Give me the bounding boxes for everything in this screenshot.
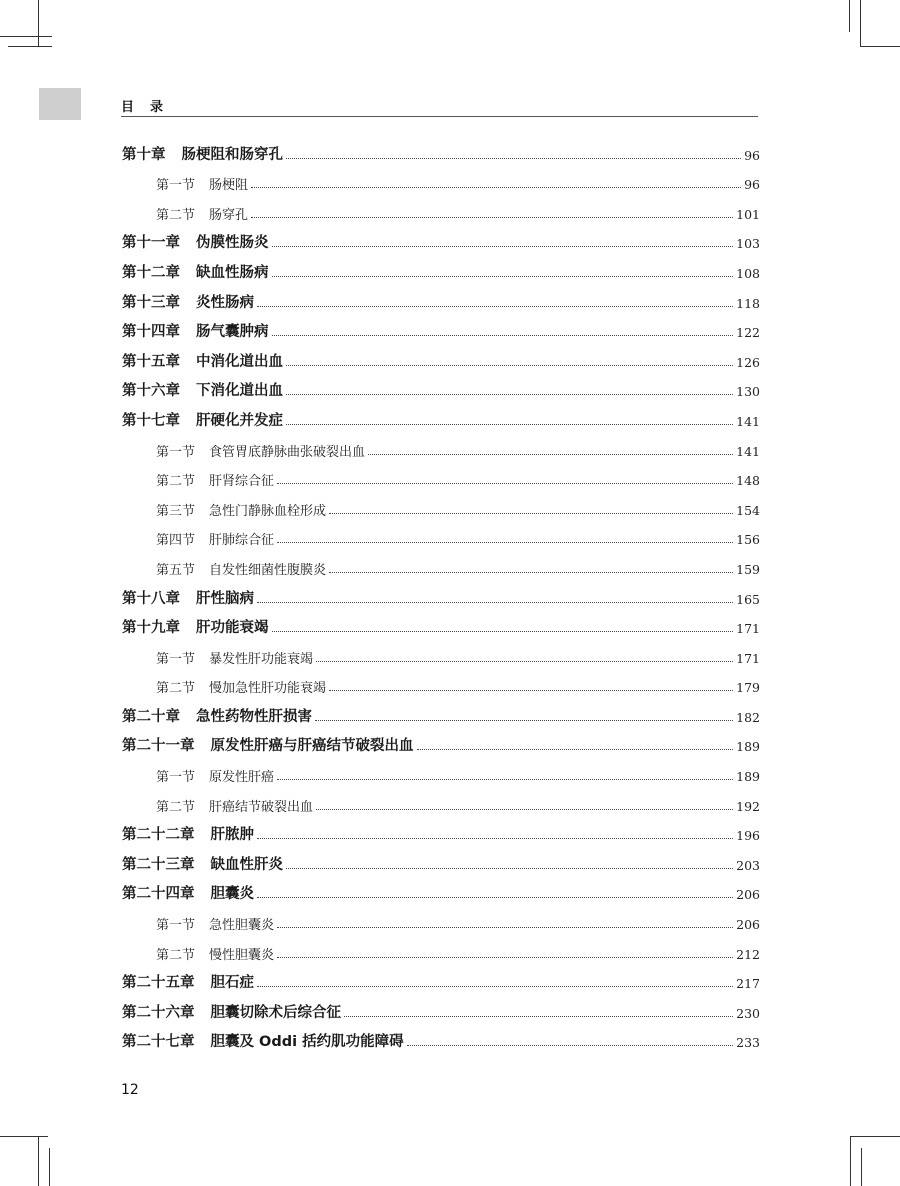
- crop-mark: [49, 1148, 50, 1186]
- toc-chapter-entry[interactable]: [122, 1022, 760, 1052]
- toc-dot-leader: [368, 454, 733, 455]
- toc-dot-leader: [286, 424, 733, 425]
- toc-dot-leader: [344, 1016, 733, 1017]
- toc-entry-number: 第十八章: [122, 590, 180, 607]
- toc-section-entry[interactable]: [122, 637, 760, 667]
- toc-entry-number: 第二节: [156, 947, 196, 963]
- toc-chapter-entry[interactable]: [122, 815, 760, 845]
- toc-section-entry[interactable]: [122, 755, 760, 785]
- toc-entry-number: 第十章: [122, 146, 166, 163]
- toc-entry-number: 第一节: [156, 651, 196, 667]
- toc-entry-title: 肠穿孔: [209, 207, 249, 223]
- toc-chapter-entry[interactable]: [122, 696, 760, 726]
- crop-mark: [860, 46, 900, 47]
- toc-entry-page: 130: [736, 384, 760, 400]
- toc-dot-leader: [257, 838, 733, 839]
- toc-dot-leader: [286, 365, 733, 366]
- toc-entry-page: 206: [736, 917, 760, 933]
- toc-entry-page: 165: [736, 591, 760, 607]
- toc-entry-title: 急性门静脉血栓形成: [209, 503, 327, 519]
- toc-dot-leader: [272, 246, 734, 247]
- toc-entry-title: 肝肺综合征: [209, 533, 275, 549]
- toc-dot-leader: [277, 927, 733, 928]
- crop-mark: [849, 0, 850, 32]
- toc-entry-title: 肝硬化并发症: [196, 412, 283, 429]
- toc-entry-page: 206: [736, 887, 760, 903]
- toc-chapter-entry[interactable]: [122, 874, 760, 904]
- crop-mark: [850, 1136, 900, 1137]
- toc-dot-leader: [257, 897, 733, 898]
- toc-entry-page: 96: [744, 147, 760, 163]
- toc-dot-leader: [417, 749, 734, 750]
- table-of-contents: [122, 134, 760, 1051]
- toc-entry-title: 暴发性肝功能衰竭: [209, 651, 314, 667]
- toc-entry-number: 第二十四章: [122, 886, 195, 903]
- toc-entry-page: 101: [736, 206, 760, 222]
- toc-entry-number: 第十三章: [122, 294, 180, 311]
- crop-mark: [8, 46, 52, 47]
- toc-dot-leader: [272, 631, 734, 632]
- toc-entry-number: 第十九章: [122, 620, 180, 637]
- header-rule: [121, 116, 758, 117]
- toc-chapter-entry[interactable]: [122, 312, 760, 342]
- toc-chapter-entry[interactable]: [122, 223, 760, 253]
- toc-section-entry[interactable]: [122, 519, 760, 549]
- toc-section-entry[interactable]: [122, 903, 760, 933]
- toc-entry-title: 炎性肠病: [196, 294, 254, 311]
- toc-entry-title: 胆囊炎: [210, 886, 254, 903]
- toc-entry-number: 第四节: [156, 533, 196, 549]
- toc-chapter-entry[interactable]: [122, 371, 760, 401]
- toc-entry-title: 胆囊切除术后综合征: [210, 1004, 341, 1021]
- header-tab-marker: [39, 88, 81, 120]
- toc-section-entry[interactable]: [122, 548, 760, 578]
- toc-entry-page: 103: [736, 236, 760, 252]
- page-number: 12: [121, 1082, 139, 1098]
- toc-entry-number: 第二节: [156, 207, 196, 223]
- toc-chapter-entry[interactable]: [122, 844, 760, 874]
- toc-entry-page: 192: [736, 798, 760, 814]
- toc-chapter-entry[interactable]: [122, 608, 760, 638]
- toc-chapter-entry[interactable]: [122, 726, 760, 756]
- toc-dot-leader: [286, 868, 733, 869]
- toc-entry-title: 肠梗阻: [209, 178, 249, 194]
- toc-entry-page: 233: [736, 1035, 760, 1051]
- toc-entry-title: 肝性脑病: [196, 590, 254, 607]
- toc-entry-page: 179: [736, 680, 760, 696]
- toc-chapter-entry[interactable]: [122, 282, 760, 312]
- toc-entry-page: 118: [736, 295, 760, 311]
- toc-dot-leader: [257, 602, 733, 603]
- toc-entry-page: 108: [736, 265, 760, 281]
- toc-entry-page: 189: [736, 769, 760, 785]
- toc-entry-number: 第二十三章: [122, 856, 195, 873]
- toc-entry-page: 148: [736, 473, 760, 489]
- toc-entry-title: 下消化道出血: [196, 383, 283, 400]
- toc-entry-page: 156: [736, 532, 760, 548]
- toc-section-entry[interactable]: [122, 933, 760, 963]
- toc-section-entry[interactable]: [122, 193, 760, 223]
- toc-entry-number: 第十六章: [122, 383, 180, 400]
- toc-chapter-entry[interactable]: [122, 963, 760, 993]
- crop-mark: [38, 1136, 39, 1186]
- toc-entry-number: 第十七章: [122, 412, 180, 429]
- toc-chapter-entry[interactable]: [122, 341, 760, 371]
- toc-entry-page: 230: [736, 1005, 760, 1021]
- toc-section-entry[interactable]: [122, 667, 760, 697]
- toc-entry-number: 第二十二章: [122, 827, 195, 844]
- toc-section-entry[interactable]: [122, 460, 760, 490]
- toc-dot-leader: [316, 661, 733, 662]
- toc-entry-page: 217: [736, 976, 760, 992]
- toc-entry-number: 第五节: [156, 562, 196, 578]
- toc-entry-number: 第十二章: [122, 264, 180, 281]
- toc-entry-number: 第二节: [156, 474, 196, 490]
- toc-entry-title: 中消化道出血: [196, 353, 283, 370]
- toc-entry-title: 肝肾综合征: [209, 474, 275, 490]
- toc-dot-leader: [329, 513, 733, 514]
- toc-dot-leader: [257, 986, 733, 987]
- toc-dot-leader: [251, 187, 741, 188]
- toc-entry-title: 肝脓肿: [210, 827, 254, 844]
- toc-entry-title: 缺血性肠病: [196, 264, 269, 281]
- toc-entry-title: 伪膜性肠炎: [196, 235, 269, 252]
- toc-entry-page: 154: [736, 502, 760, 518]
- toc-dot-leader: [257, 306, 733, 307]
- toc-entry-page: 171: [736, 621, 760, 637]
- toc-entry-page: 189: [736, 739, 760, 755]
- toc-entry-number: 第二节: [156, 681, 196, 697]
- crop-mark: [861, 1148, 862, 1186]
- toc-entry-number: 第二十一章: [122, 738, 195, 755]
- toc-entry-title: 急性胆囊炎: [209, 918, 275, 934]
- crop-mark: [38, 0, 39, 46]
- toc-dot-leader: [277, 483, 733, 484]
- toc-entry-page: 182: [736, 709, 760, 725]
- crop-mark: [0, 1136, 48, 1137]
- toc-entry-page: 96: [744, 177, 760, 193]
- toc-entry-title: 食管胃底静脉曲张破裂出血: [209, 444, 366, 460]
- toc-entry-number: 第二十七章: [122, 1034, 195, 1051]
- toc-section-entry[interactable]: [122, 785, 760, 815]
- toc-entry-title: 肠气囊肿病: [196, 324, 269, 341]
- toc-dot-leader: [329, 572, 733, 573]
- toc-chapter-entry[interactable]: [122, 992, 760, 1022]
- toc-entry-title: 自发性细菌性腹膜炎: [209, 562, 327, 578]
- toc-dot-leader: [329, 690, 733, 691]
- toc-entry-page: 141: [736, 443, 760, 459]
- toc-section-entry[interactable]: [122, 489, 760, 519]
- toc-dot-leader: [286, 394, 733, 395]
- toc-entry-title: 急性药物性肝损害: [196, 708, 312, 725]
- toc-entry-title: 原发性肝癌与肝癌结节破裂出血: [210, 738, 414, 755]
- toc-entry-number: 第三节: [156, 503, 196, 519]
- toc-chapter-entry[interactable]: [122, 252, 760, 282]
- toc-entry-title: 缺血性肝炎: [210, 856, 283, 873]
- toc-chapter-entry[interactable]: [122, 578, 760, 608]
- toc-dot-leader: [277, 779, 733, 780]
- toc-entry-number: 第一节: [156, 770, 196, 786]
- toc-entry-number: 第十五章: [122, 353, 180, 370]
- toc-entry-number: 第一节: [156, 444, 196, 460]
- toc-chapter-entry[interactable]: [122, 400, 760, 430]
- toc-entry-page: 171: [736, 650, 760, 666]
- toc-entry-title: 慢加急性肝功能衰竭: [209, 681, 327, 697]
- toc-section-entry[interactable]: [122, 430, 760, 460]
- page-header-title: 目录: [121, 100, 180, 115]
- toc-entry-number: 第二十章: [122, 708, 180, 725]
- toc-entry-title: 原发性肝癌: [209, 770, 275, 786]
- toc-entry-number: 第十四章: [122, 324, 180, 341]
- toc-entry-page: 122: [736, 325, 760, 341]
- toc-entry-number: 第十一章: [122, 235, 180, 252]
- crop-mark: [860, 0, 861, 46]
- toc-entry-title: 肠梗阻和肠穿孔: [181, 146, 283, 163]
- toc-entry-title: 肝功能衰竭: [196, 620, 269, 637]
- toc-dot-leader: [277, 542, 733, 543]
- toc-entry-page: 141: [736, 413, 760, 429]
- toc-entry-number: 第二节: [156, 799, 196, 815]
- toc-entry-title: 肝癌结节破裂出血: [209, 799, 314, 815]
- toc-entry-title: 胆石症: [210, 975, 254, 992]
- toc-chapter-entry[interactable]: [122, 134, 760, 164]
- toc-entry-page: 203: [736, 857, 760, 873]
- toc-dot-leader: [272, 335, 734, 336]
- toc-entry-number: 第二十六章: [122, 1004, 195, 1021]
- toc-entry-page: 159: [736, 561, 760, 577]
- toc-dot-leader: [277, 957, 733, 958]
- crop-mark: [850, 1136, 851, 1186]
- toc-entry-page: 126: [736, 354, 760, 370]
- toc-entry-number: 第一节: [156, 178, 196, 194]
- crop-mark: [0, 36, 52, 37]
- toc-entry-page: 212: [736, 946, 760, 962]
- toc-dot-leader: [407, 1045, 733, 1046]
- toc-dot-leader: [272, 276, 734, 277]
- toc-dot-leader: [316, 809, 733, 810]
- toc-dot-leader: [251, 217, 733, 218]
- toc-dot-leader: [315, 720, 733, 721]
- toc-section-entry[interactable]: [122, 164, 760, 194]
- toc-entry-page: 196: [736, 828, 760, 844]
- toc-entry-number: 第二十五章: [122, 975, 195, 992]
- toc-entry-title: 胆囊及 Oddi 括约肌功能障碍: [210, 1034, 404, 1051]
- toc-entry-title: 慢性胆囊炎: [209, 947, 275, 963]
- toc-dot-leader: [286, 158, 741, 159]
- toc-entry-number: 第一节: [156, 918, 196, 934]
